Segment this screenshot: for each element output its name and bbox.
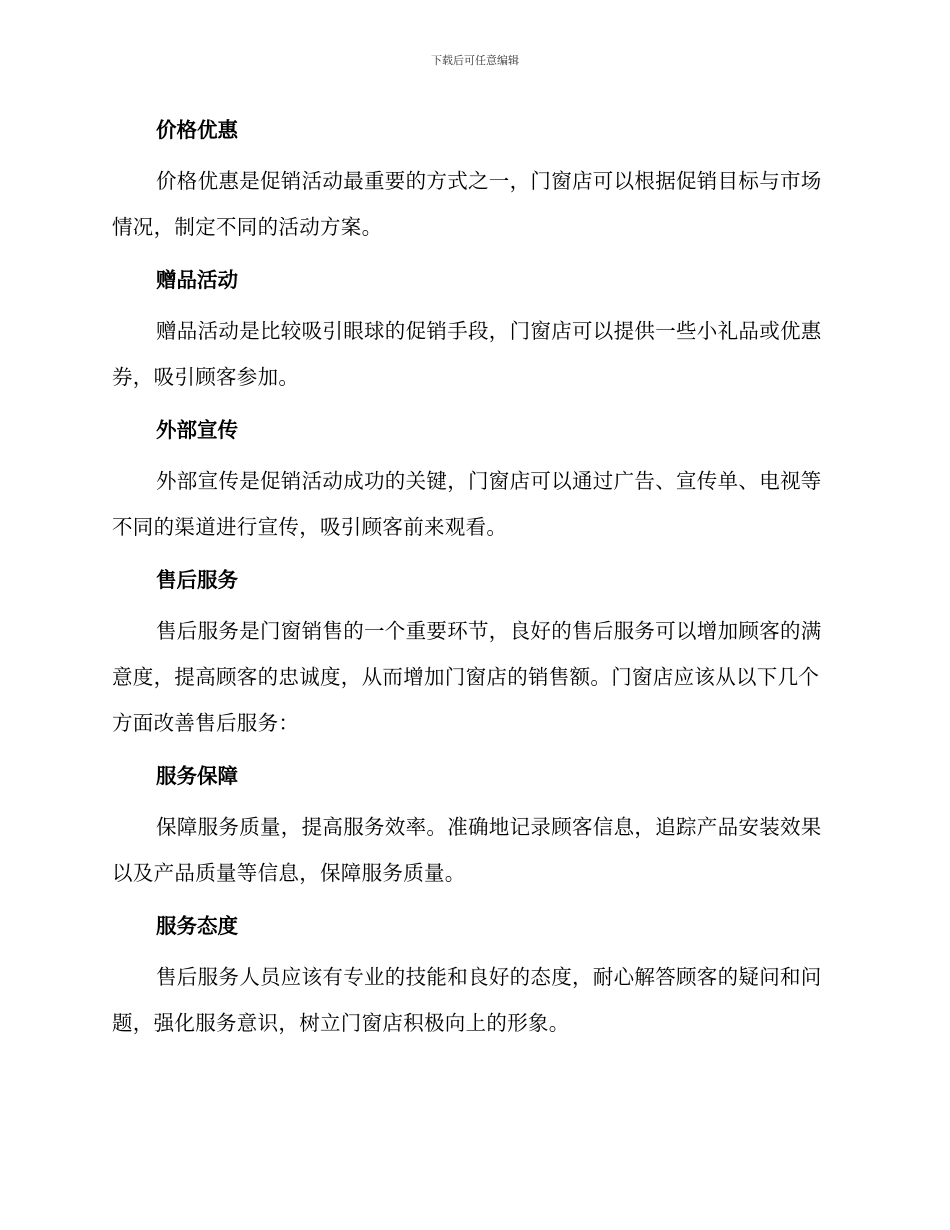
section-heading: 赠品活动 (156, 268, 238, 292)
section-service-attitude (112, 908, 832, 1046)
section-paragraph: 外部宣传是促销活动成功的关键，门窗店可以通过广告、宣传单、电视等不同的渠道进行宣传，吸引顾客前来观看。 (112, 469, 822, 539)
section-paragraph: 售后服务是门窗销售的一个重要环节，良好的售后服务可以增加顾客的满意度，提高顾客的忠诚度，从而增加门窗店的销售额。门窗店应该从以下几个方面改善售后服务： (112, 619, 822, 735)
section-paragraph: 赠品活动是比较吸引眼球的促销手段，门窗店可以提供一些小礼品或优惠券，吸引顾客参加。 (112, 319, 822, 389)
section-paragraph: 售后服务人员应该有专业的技能和良好的态度，耐心解答顾客的疑问和问题，强化服务意识，树立门窗店积极向上的形象。 (112, 965, 822, 1035)
section-heading: 服务保障 (156, 764, 238, 788)
header-note: 下载后可任意编辑 (431, 54, 519, 67)
section-price-discount (112, 112, 832, 250)
section-after-sales (112, 562, 832, 746)
section-service-guarantee (112, 758, 832, 896)
section-gift-activity (112, 262, 832, 400)
section-heading: 价格优惠 (156, 118, 238, 142)
section-heading: 服务态度 (156, 914, 238, 938)
document-content (112, 112, 832, 1046)
section-paragraph: 保障服务质量，提高服务效率。准确地记录顾客信息，追踪产品安装效果以及产品质量等信息，保障服务质量。 (112, 815, 822, 885)
section-external-promotion (112, 412, 832, 550)
section-heading: 外部宣传 (156, 418, 238, 442)
section-heading: 售后服务 (156, 568, 238, 592)
section-paragraph: 价格优惠是促销活动最重要的方式之一，门窗店可以根据促销目标与市场情况，制定不同的活动方案。 (112, 169, 822, 239)
